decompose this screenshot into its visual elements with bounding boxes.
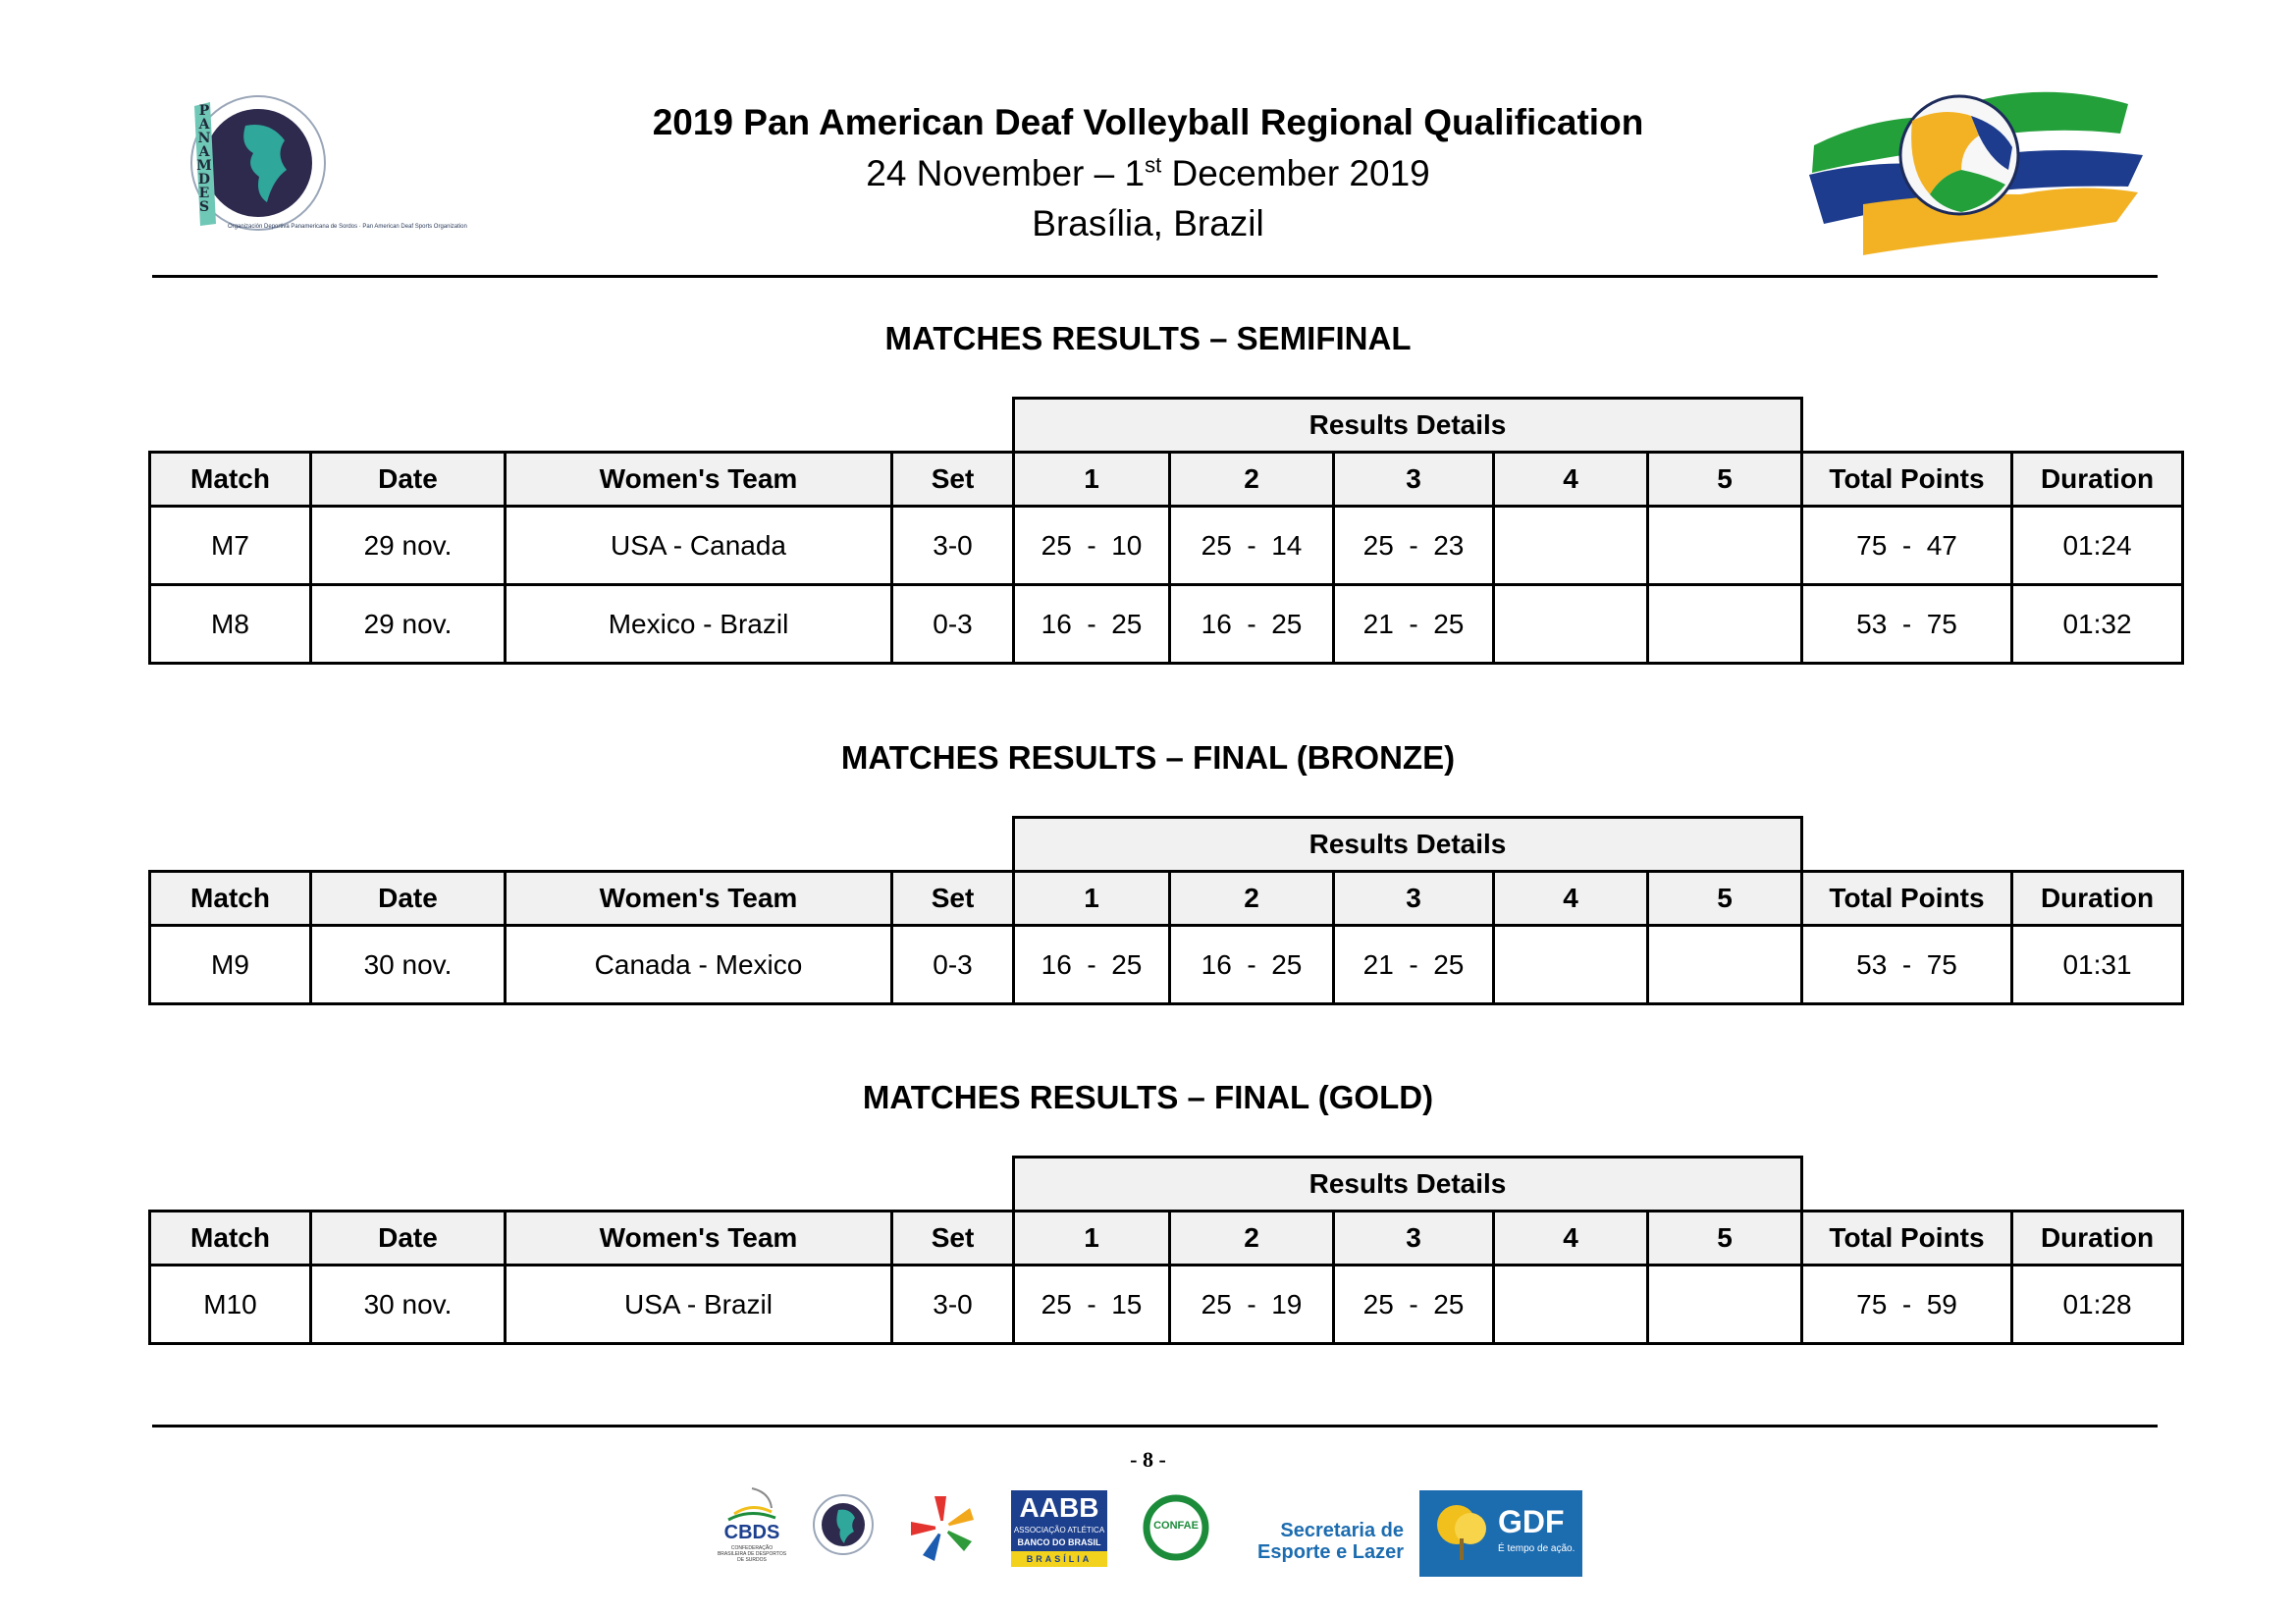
secretaria-esporte-logo: [1232, 1520, 1404, 1569]
cell-set3: 21 - 25: [1334, 926, 1494, 1004]
cell-set5: [1648, 507, 1802, 585]
col-header-set: Set: [892, 1212, 1014, 1266]
cell-set: 3-0: [892, 1266, 1014, 1344]
col-header-set2: 2: [1170, 453, 1334, 507]
cell-set4: [1494, 926, 1648, 1004]
cell-duration: 01:32: [2012, 585, 2183, 664]
cell-set4: [1494, 585, 1648, 664]
col-header-set3: 3: [1334, 453, 1494, 507]
cell-team: USA - Canada: [506, 507, 892, 585]
results-details-row: [150, 1158, 2183, 1212]
event-dates-ordinal: st: [1145, 152, 1162, 178]
blank-cell: [1802, 399, 2183, 453]
cell-total: 75 - 59: [1802, 1266, 2012, 1344]
deaflympics-logo: [905, 1490, 980, 1565]
event-location: Brasília, Brazil: [1032, 203, 1264, 243]
cell-match: M9: [150, 926, 311, 1004]
section-title-gold: MATCHES RESULTS – FINAL (GOLD): [862, 1079, 1434, 1115]
cbds-logo-text: CBDS: [723, 1522, 780, 1543]
column-header-row: [150, 872, 2183, 926]
results-details-header: Results Details: [1014, 818, 1802, 872]
results-table-gold: [148, 1156, 2184, 1345]
table-row: [150, 926, 2183, 1004]
results-details-row: [150, 399, 2183, 453]
secretaria-line-1: Secretaria de: [1280, 1520, 1404, 1541]
cell-total: 53 - 75: [1802, 585, 2012, 664]
panamdes-small-logo: [811, 1492, 876, 1557]
event-dates-prefix: 24 November – 1: [866, 153, 1146, 193]
secretaria-line-2: Esporte e Lazer: [1257, 1541, 1404, 1563]
col-header-set5: 5: [1648, 1212, 1802, 1266]
table-row: [150, 585, 2183, 664]
col-header-date: Date: [311, 453, 506, 507]
volleyball-brazil-logo: [1804, 77, 2148, 263]
cell-set4: [1494, 1266, 1648, 1344]
cell-total: 53 - 75: [1802, 926, 2012, 1004]
table-row: [150, 1266, 2183, 1344]
col-header-set5: 5: [1648, 453, 1802, 507]
cell-set2: 25 - 14: [1170, 507, 1334, 585]
gdf-logo: [1419, 1490, 1582, 1577]
results-table-semifinal: [148, 397, 2184, 665]
blank-cell: [150, 399, 1014, 453]
cell-set5: [1648, 1266, 1802, 1344]
col-header-set1: 1: [1014, 1212, 1170, 1266]
cell-duration: 01:28: [2012, 1266, 2183, 1344]
col-header-duration: Duration: [2012, 872, 2183, 926]
cell-set5: [1648, 926, 1802, 1004]
cbds-logo-subtext: CONFEDERAÇÃO BRASILEIRA DE DESPORTOS DE SURDOS: [717, 1545, 787, 1563]
col-header-team: Women's Team: [506, 872, 892, 926]
column-header-row: [150, 1212, 2183, 1266]
col-header-match: Match: [150, 872, 311, 926]
col-header-team: Women's Team: [506, 453, 892, 507]
cell-set1: 25 - 15: [1014, 1266, 1170, 1344]
blank-cell: [1802, 818, 2183, 872]
col-header-date: Date: [311, 1212, 506, 1266]
cell-set: 0-3: [892, 926, 1014, 1004]
col-header-set4: 4: [1494, 1212, 1648, 1266]
panamdes-logo-ring-text: Organización Deportiva Panamericana de Sordos · Pan American Deaf Sports Organization: [228, 224, 467, 230]
cell-date: 30 nov.: [311, 926, 506, 1004]
col-header-set2: 2: [1170, 872, 1334, 926]
section-title-bronze: MATCHES RESULTS – FINAL (BRONZE): [840, 739, 1456, 776]
cell-date: 29 nov.: [311, 585, 506, 664]
col-header-date: Date: [311, 872, 506, 926]
col-header-set3: 3: [1334, 872, 1494, 926]
cell-date: 29 nov.: [311, 507, 506, 585]
cell-date: 30 nov.: [311, 1266, 506, 1344]
cell-team: Canada - Mexico: [506, 926, 892, 1004]
confae-logo-text: CONFAE: [1153, 1520, 1199, 1532]
cbds-logo: [715, 1484, 789, 1573]
gdf-logo-text: GDF: [1498, 1504, 1565, 1539]
cell-match: M10: [150, 1266, 311, 1344]
cell-total: 75 - 47: [1802, 507, 2012, 585]
gdf-logo-subtext: É tempo de ação.: [1498, 1543, 1575, 1554]
results-details-row: [150, 818, 2183, 872]
results-details-header: Results Details: [1014, 1158, 1802, 1212]
blank-cell: [1802, 1158, 2183, 1212]
cell-team: USA - Brazil: [506, 1266, 892, 1344]
cell-team: Mexico - Brazil: [506, 585, 892, 664]
col-header-duration: Duration: [2012, 453, 2183, 507]
cell-set4: [1494, 507, 1648, 585]
col-header-set4: 4: [1494, 453, 1648, 507]
blank-cell: [150, 1158, 1014, 1212]
col-header-set5: 5: [1648, 872, 1802, 926]
aabb-logo-text: AABB: [1019, 1492, 1099, 1523]
cell-set5: [1648, 585, 1802, 664]
cell-set2: 16 - 25: [1170, 585, 1334, 664]
col-header-set3: 3: [1334, 1212, 1494, 1266]
cell-set3: 25 - 23: [1334, 507, 1494, 585]
cell-set3: 21 - 25: [1334, 585, 1494, 664]
cell-match: M8: [150, 585, 311, 664]
panamdes-logo-text: PANAMDES: [196, 103, 212, 215]
page-title: 2019 Pan American Deaf Volleyball Regional Qualification: [652, 102, 1644, 142]
cell-set1: 16 - 25: [1014, 926, 1170, 1004]
col-header-team: Women's Team: [506, 1212, 892, 1266]
results-details-header: Results Details: [1014, 399, 1802, 453]
blank-cell: [150, 818, 1014, 872]
col-header-set1: 1: [1014, 872, 1170, 926]
table-row: [150, 507, 2183, 585]
confae-logo: [1141, 1492, 1211, 1563]
aabb-logo: [1011, 1490, 1107, 1567]
col-header-set: Set: [892, 453, 1014, 507]
page-number: - 8 -: [1130, 1447, 1166, 1472]
col-header-set1: 1: [1014, 453, 1170, 507]
cell-duration: 01:24: [2012, 507, 2183, 585]
cell-duration: 01:31: [2012, 926, 2183, 1004]
col-header-match: Match: [150, 453, 311, 507]
col-header-total: Total Points: [1802, 453, 2012, 507]
footer-divider: [152, 1425, 2158, 1427]
col-header-total: Total Points: [1802, 872, 2012, 926]
col-header-total: Total Points: [1802, 1212, 2012, 1266]
cell-match: M7: [150, 507, 311, 585]
cell-set2: 16 - 25: [1170, 926, 1334, 1004]
cell-set3: 25 - 25: [1334, 1266, 1494, 1344]
header-divider: [152, 275, 2158, 278]
col-header-set4: 4: [1494, 872, 1648, 926]
column-header-row: [150, 453, 2183, 507]
aabb-logo-subtext-3: BRASÍLIA: [1011, 1551, 1107, 1567]
event-dates-suffix: December 2019: [1161, 153, 1430, 193]
section-title-semifinal: MATCHES RESULTS – SEMIFINAL: [884, 320, 1412, 356]
cell-set: 3-0: [892, 507, 1014, 585]
col-header-match: Match: [150, 1212, 311, 1266]
aabb-logo-subtext-1: ASSOCIAÇÃO ATLÉTICA: [1013, 1526, 1105, 1535]
results-table-bronze: [148, 816, 2184, 1005]
col-header-set: Set: [892, 872, 1014, 926]
cell-set1: 25 - 10: [1014, 507, 1170, 585]
col-header-duration: Duration: [2012, 1212, 2183, 1266]
col-header-set2: 2: [1170, 1212, 1334, 1266]
cell-set: 0-3: [892, 585, 1014, 664]
aabb-logo-subtext-2: BANCO DO BRASIL: [1017, 1537, 1101, 1547]
cell-set1: 16 - 25: [1014, 585, 1170, 664]
cell-set2: 25 - 19: [1170, 1266, 1334, 1344]
